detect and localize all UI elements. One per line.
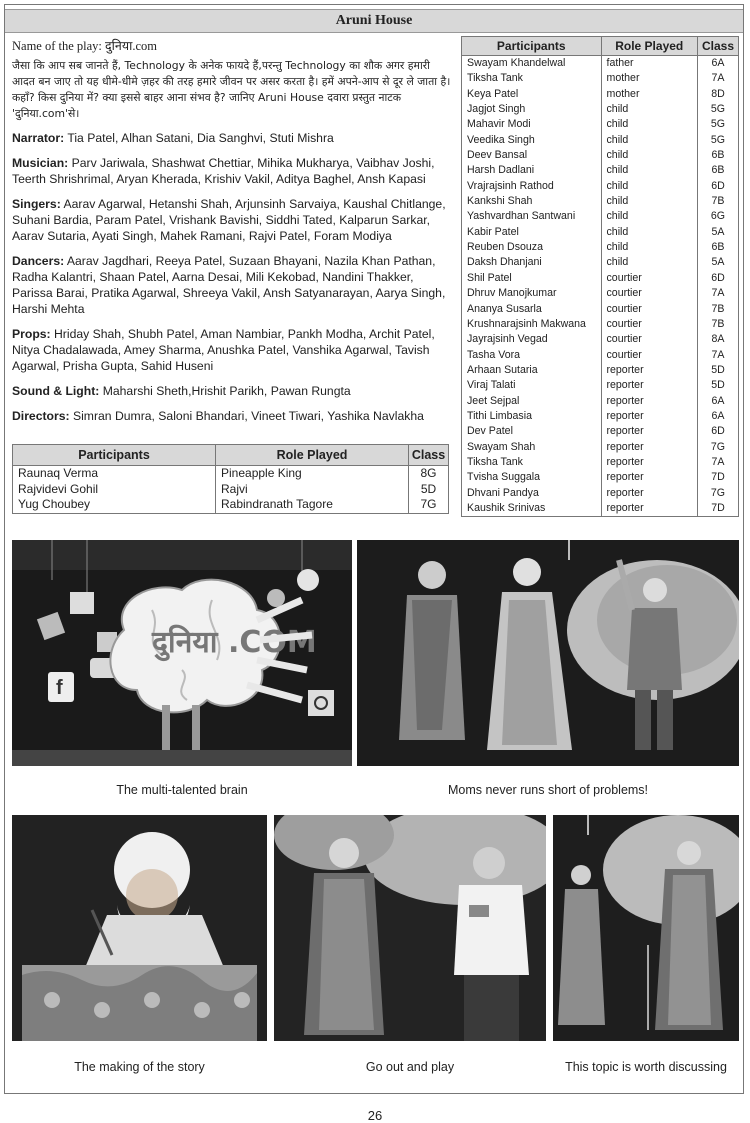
role-played: Rabindranath Tagore	[216, 497, 409, 513]
class-cell: 7G	[697, 440, 738, 455]
class-cell: 7A	[697, 455, 738, 470]
participant-name: Deev Bansal	[462, 148, 602, 163]
table-row	[462, 87, 739, 102]
house-title: Aruni House	[5, 9, 743, 33]
cast-table	[461, 36, 739, 517]
class-cell: 6D	[697, 424, 738, 439]
role-played: child	[601, 209, 697, 224]
role-played: Pineapple King	[216, 466, 409, 482]
credit-label: Directors:	[12, 409, 70, 423]
photo-brain-prop	[12, 540, 352, 766]
role-played: child	[601, 225, 697, 240]
facebook-icon: f	[56, 677, 63, 699]
col-participants: Participants	[13, 445, 216, 466]
participant-name: Swayam Khandelwal	[462, 56, 602, 72]
class-cell: 6A	[697, 56, 738, 72]
role-played: reporter	[601, 470, 697, 485]
making-story-illustration	[12, 815, 267, 1041]
caption-photo1: The multi-talented brain	[116, 783, 248, 797]
table-row	[462, 302, 739, 317]
role-played: child	[601, 240, 697, 255]
table-row	[462, 71, 739, 86]
role-played: child	[601, 133, 697, 148]
moms-scene-illustration	[357, 540, 739, 766]
role-played: reporter	[601, 501, 697, 517]
credit-names: Aarav Jagdhari, Reeya Patel, Suzaan Bhayani, Nazila Khan Pathan, Radha Kalantri, Shaan Patel, Aarna Desai, Mili Kekobad, Nandini Thakker, Parissa Barai, Pratika Agarwal, Shreeya Vakil, Ansh Satyanarayan, Aarya Singh, Harshi Mehta	[12, 254, 446, 316]
table-row	[462, 179, 739, 194]
credit-names: Maharshi Sheth,Hrishit Parikh, Pawan Rungta	[102, 384, 351, 398]
table-header-row	[13, 445, 449, 466]
col-class: Class	[409, 445, 449, 466]
class-cell: 6A	[697, 394, 738, 409]
participant-name: Jayrajsinh Vegad	[462, 332, 602, 347]
table-row	[462, 409, 739, 424]
role-played: child	[601, 102, 697, 117]
col-class: Class	[697, 37, 738, 56]
class-cell: 5A	[697, 225, 738, 240]
role-played: reporter	[601, 440, 697, 455]
class-cell: 5D	[409, 482, 449, 498]
caption-photo3: The making of the story	[74, 1060, 205, 1074]
role-played: reporter	[601, 378, 697, 393]
class-cell: 6B	[697, 240, 738, 255]
table-row	[462, 470, 739, 485]
participant-name: Raunaq Verma	[13, 466, 216, 482]
brain-prop-text: दुनिया .COM	[152, 625, 317, 660]
credit-names: Tia Patel, Alhan Satani, Dia Sanghvi, Stuti Mishra	[67, 131, 334, 145]
role-played: child	[601, 194, 697, 209]
role-played: courtier	[601, 348, 697, 363]
class-cell: 7A	[697, 286, 738, 301]
participant-name: Tiksha Tank	[462, 71, 602, 86]
table-row	[462, 225, 739, 240]
role-played: mother	[601, 71, 697, 86]
go-out-play-illustration	[274, 815, 546, 1041]
participant-name: Dhvani Pandya	[462, 486, 602, 501]
credit-label: Singers:	[12, 197, 61, 211]
class-cell: 7D	[697, 501, 738, 517]
class-cell: 6D	[697, 179, 738, 194]
credit-label: Narrator:	[12, 131, 65, 145]
role-played: child	[601, 148, 697, 163]
table-row	[462, 133, 739, 148]
class-cell: 5D	[697, 378, 738, 393]
role-played: Rajvi	[216, 482, 409, 498]
class-cell: 5A	[697, 255, 738, 270]
participant-name: Kaushik Srinivas	[462, 501, 602, 517]
class-cell: 6G	[697, 209, 738, 224]
table-row	[462, 240, 739, 255]
role-played: mother	[601, 87, 697, 102]
lead-roles-body	[13, 466, 449, 514]
role-played: child	[601, 255, 697, 270]
table-row	[13, 482, 449, 498]
table-row	[462, 117, 739, 132]
cast-body	[462, 56, 739, 517]
credit-narrator	[12, 130, 452, 146]
lead-roles-table	[12, 444, 449, 514]
participant-name: Dev Patel	[462, 424, 602, 439]
class-cell: 8D	[697, 87, 738, 102]
class-cell: 5G	[697, 102, 738, 117]
table-header-row	[462, 37, 739, 56]
participant-name: Ananya Susarla	[462, 302, 602, 317]
class-cell: 5G	[697, 117, 738, 132]
col-role: Role Played	[216, 445, 409, 466]
table-row	[462, 378, 739, 393]
play-name-line	[12, 38, 452, 54]
photo-making-story	[12, 815, 267, 1041]
table-row	[462, 194, 739, 209]
role-played: reporter	[601, 486, 697, 501]
col-participants: Participants	[462, 37, 602, 56]
table-row	[462, 455, 739, 470]
play-label: Name of the play:	[12, 39, 102, 53]
role-played: reporter	[601, 394, 697, 409]
table-row	[462, 56, 739, 72]
photo-moms-scene	[357, 540, 739, 766]
class-cell: 7G	[697, 486, 738, 501]
participant-name: Arhaan Sutaria	[462, 363, 602, 378]
participant-name: Tasha Vora	[462, 348, 602, 363]
class-cell: 6D	[697, 271, 738, 286]
play-name: दुनिया.com	[105, 39, 157, 53]
table-row	[462, 102, 739, 117]
class-cell: 7A	[697, 71, 738, 86]
credit-sound-light	[12, 383, 452, 399]
credit-label: Sound & Light:	[12, 384, 100, 398]
role-played: child	[601, 179, 697, 194]
table-row	[462, 209, 739, 224]
credit-singers	[12, 196, 452, 244]
participant-name: Jagjot Singh	[462, 102, 602, 117]
table-row	[462, 317, 739, 332]
class-cell: 7A	[697, 348, 738, 363]
class-cell: 7D	[697, 470, 738, 485]
participant-name: Rajvidevi Gohil	[13, 482, 216, 498]
class-cell: 5D	[697, 363, 738, 378]
participant-name: Daksh Dhanjani	[462, 255, 602, 270]
table-row	[462, 424, 739, 439]
participant-name: Jeet Sejpal	[462, 394, 602, 409]
brain-prop-illustration	[12, 540, 352, 766]
role-played: courtier	[601, 286, 697, 301]
table-row	[462, 348, 739, 363]
credit-props	[12, 326, 452, 374]
class-cell: 8G	[409, 466, 449, 482]
page-number: 26	[367, 1108, 383, 1123]
table-row	[462, 163, 739, 178]
participant-name: Yug Choubey	[13, 497, 216, 513]
participant-name: Yashvardhan Santwani	[462, 209, 602, 224]
participant-name: Veedika Singh	[462, 133, 602, 148]
class-cell: 6B	[697, 148, 738, 163]
class-cell: 8A	[697, 332, 738, 347]
caption-photo2: Moms never runs short of problems!	[447, 783, 649, 797]
credit-label: Musician:	[12, 156, 69, 170]
credit-label: Props:	[12, 327, 51, 341]
class-cell: 7B	[697, 194, 738, 209]
class-cell: 7B	[697, 317, 738, 332]
table-row	[462, 440, 739, 455]
table-row	[13, 466, 449, 482]
participant-name: Tvisha Suggala	[462, 470, 602, 485]
participant-name: Dhruv Manojkumar	[462, 286, 602, 301]
role-played: child	[601, 117, 697, 132]
class-cell: 6A	[697, 409, 738, 424]
table-row	[462, 332, 739, 347]
col-role: Role Played	[601, 37, 697, 56]
caption-photo4: Go out and play	[365, 1060, 455, 1074]
participant-name: Vrajrajsinh Rathod	[462, 179, 602, 194]
class-cell: 7G	[409, 497, 449, 513]
participant-name: Mahavir Modi	[462, 117, 602, 132]
participant-name: Kankshi Shah	[462, 194, 602, 209]
left-column	[12, 38, 452, 433]
caption-photo5: This topic is worth discussing	[565, 1060, 727, 1074]
participant-name: Tithi Limbasia	[462, 409, 602, 424]
credit-directors	[12, 408, 452, 424]
table-row	[462, 271, 739, 286]
class-cell: 6B	[697, 163, 738, 178]
participant-name: Keya Patel	[462, 87, 602, 102]
credit-names: Simran Dumra, Saloni Bhandari, Vineet Tiwari, Yashika Navlakha	[72, 409, 424, 423]
role-played: reporter	[601, 424, 697, 439]
credit-dancers	[12, 253, 452, 317]
credit-names: Aarav Agarwal, Hetanshi Shah, Arjunsinh Sarvaiya, Kaushal Chitlange, Suhani Bardia, Param Patel, Vrishank Bavishi, Siddhi Tated, Kalparun Sarkar, Aarav Sutaria, Ayati Singh, Mahek Ramani, Rajvi Patel, Foram Modiya	[12, 197, 446, 243]
role-played: courtier	[601, 317, 697, 332]
credit-label: Dancers:	[12, 254, 65, 268]
participant-name: Viraj Talati	[462, 378, 602, 393]
role-played: child	[601, 163, 697, 178]
photo-go-out-play	[274, 815, 546, 1041]
participant-name: Swayam Shah	[462, 440, 602, 455]
table-row	[13, 497, 449, 513]
table-row	[462, 286, 739, 301]
table-row	[462, 255, 739, 270]
credit-names: Hriday Shah, Shubh Patel, Aman Nambiar, Pankh Modha, Archit Patel, Nitya Chadalawada, Amey Sharma, Anushka Patel, Vanshika Agarwal, Tavish Agarwal, Prisha Gupta, Sahid Huseni	[12, 327, 435, 373]
class-cell: 7B	[697, 302, 738, 317]
worth-discussing-illustration	[553, 815, 739, 1041]
table-row	[462, 394, 739, 409]
photo-worth-discussing	[553, 815, 739, 1041]
table-row	[462, 363, 739, 378]
table-row	[462, 486, 739, 501]
participant-name: Reuben Dsouza	[462, 240, 602, 255]
role-played: reporter	[601, 409, 697, 424]
credit-names: Parv Jariwala, Shashwat Chettiar, Mihika Mukharya, Vaibhav Joshi, Teerth Shrishrimal, Aryan Kherada, Krishiv Vakil, Aditya Baghel, Ansh Kapasi	[12, 156, 435, 186]
role-played: reporter	[601, 363, 697, 378]
role-played: courtier	[601, 271, 697, 286]
participant-name: Kabir Patel	[462, 225, 602, 240]
role-played: reporter	[601, 455, 697, 470]
role-played: father	[601, 56, 697, 72]
participant-name: Krushnarajsinh Makwana	[462, 317, 602, 332]
table-row	[462, 148, 739, 163]
intro-paragraph: जैसा कि आप सब जानते हैं, Technology के अनेक फायदे हैं,परन्तु Technology का शौक अगर हमारी आदत बन जाए तो यह धीमे-धीमे ज़हर की तरह हमारे जीवन पर असर करता है। हमें अपने-आप से दूर ले जाता है। कहाँ? किस दुनिया में? क्या इससे बाहर आना संभव है? जानिए Aruni House दवारा प्रस्तुत नाटक 'दुनिया.com'से।	[12, 59, 451, 120]
table-row	[462, 501, 739, 517]
participant-name: Tiksha Tank	[462, 455, 602, 470]
participant-name: Shil Patel	[462, 271, 602, 286]
role-played: courtier	[601, 332, 697, 347]
class-cell: 5G	[697, 133, 738, 148]
credit-musician	[12, 155, 452, 187]
participant-name: Harsh Dadlani	[462, 163, 602, 178]
role-played: courtier	[601, 302, 697, 317]
